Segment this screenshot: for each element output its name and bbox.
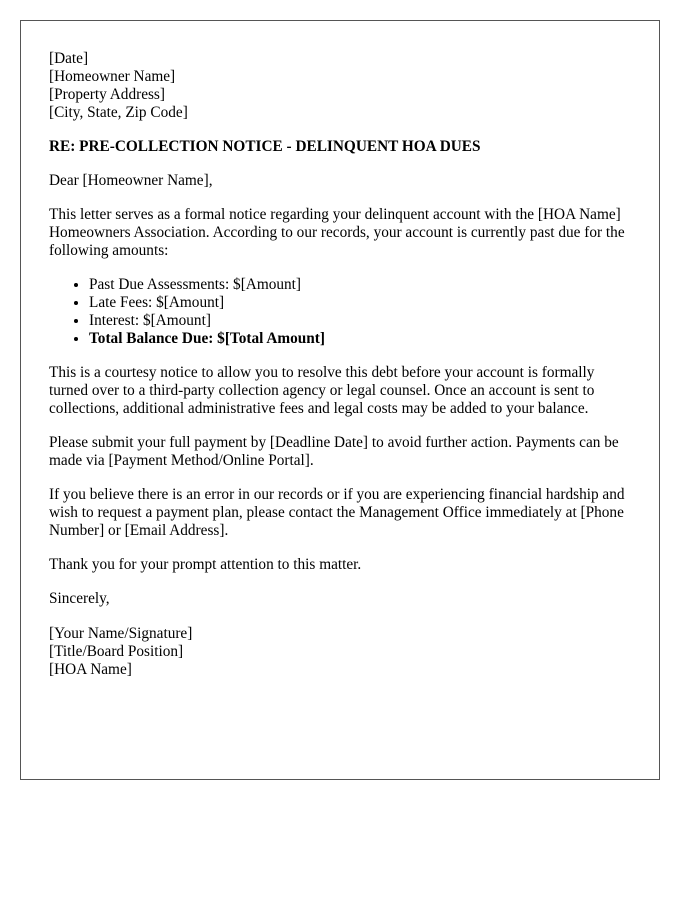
signature-org: [HOA Name] <box>49 661 132 678</box>
amount-total-balance: • Total Balance Due: $[Total Amount] <box>89 330 631 348</box>
letter-date: [Date] <box>49 50 89 67</box>
letter-page <box>20 20 660 780</box>
hardship-paragraph: If you believe there is an error in our records or if you are experiencing financial hardship and wish to request a payment plan, please contact the Management Office immediately at [Phone Number] or [Email Address]. <box>49 486 625 539</box>
thanks-paragraph: Thank you for your prompt attention to this matter. <box>49 556 362 573</box>
amount-interest: • Interest: $[Amount] <box>89 312 631 330</box>
salutation: Dear [Homeowner Name], <box>49 172 213 189</box>
signature-block <box>49 625 631 679</box>
amounts-list <box>49 276 631 348</box>
courtesy-paragraph: This is a courtesy notice to allow you to resolve this debt before your account is formally turned over to a third-party collection agency or legal counsel. Once an account is sent to collections, additional administrative fees and legal costs may be added to your balance. <box>49 364 595 417</box>
intro-paragraph: This letter serves as a formal notice regarding your delinquent account with the [HOA Name] Homeowners Association. According to our records, your account is currently past due for the following amounts: <box>49 206 625 259</box>
recipient-address: [Property Address] <box>49 86 165 103</box>
closing: Sincerely, <box>49 590 110 607</box>
signature-title: [Title/Board Position] <box>49 643 184 660</box>
amount-late-fees: • Late Fees: $[Amount] <box>89 294 631 312</box>
amount-past-due-assessments: • Past Due Assessments: $[Amount] <box>89 276 631 294</box>
recipient-name: [Homeowner Name] <box>49 68 176 85</box>
payment-paragraph: Please submit your full payment by [Deadline Date] to avoid further action. Payments can be made via [Payment Method/Online Portal]. <box>49 434 619 469</box>
signature-name: [Your Name/Signature] <box>49 625 193 642</box>
subject-line: RE: PRE-COLLECTION NOTICE - DELINQUENT HOA DUES <box>49 138 481 155</box>
recipient-city-state-zip: [City, State, Zip Code] <box>49 104 188 121</box>
recipient-block <box>49 50 631 122</box>
